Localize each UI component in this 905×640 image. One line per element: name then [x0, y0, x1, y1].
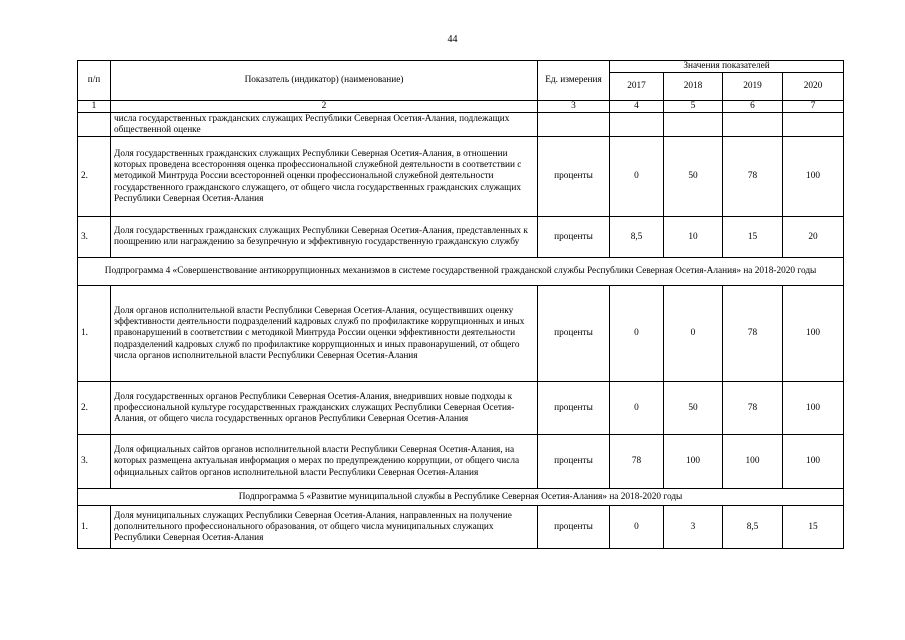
value-cell: [783, 113, 844, 137]
table-row: [78, 506, 844, 549]
table-row: [78, 217, 844, 258]
value-cell: 8,5: [723, 506, 783, 549]
header-year: 2017: [610, 73, 664, 101]
col-index: 7: [783, 101, 844, 113]
value-cell: [610, 113, 664, 137]
unit-cell: проценты: [538, 286, 610, 382]
value-cell: 78: [723, 137, 783, 217]
row-number: 1.: [78, 286, 111, 382]
value-cell: [723, 113, 783, 137]
row-number: 3.: [78, 217, 111, 258]
subprogram-4-row: [78, 258, 844, 286]
unit-cell: проценты: [538, 382, 610, 435]
value-cell: 15: [723, 217, 783, 258]
value-cell: 0: [664, 286, 723, 382]
value-cell: 8,5: [610, 217, 664, 258]
table-row: [78, 382, 844, 435]
row-number: 1.: [78, 506, 111, 549]
value-cell: 100: [664, 435, 723, 489]
value-cell: 0: [610, 137, 664, 217]
unit-cell: проценты: [538, 435, 610, 489]
value-cell: 78: [723, 286, 783, 382]
row-number: 2.: [78, 137, 111, 217]
indicator-text: Доля государственных органов Республики Северная Осетия-Алания, внедривших новые подходы к профессиональной культуре государственных гражданских служащих Республики Северная Осетия-Алания, от общего числа государственных органов Республики Северная Осетия-Алания: [111, 382, 538, 435]
indicator-text: Доля официальных сайтов органов исполнительной власти Республики Северная Осетия-Алания, на которых размещена актуальная информация о мерах по предупреждению коррупции, от общего числа официальных сайтов органов исполнительной власти Республики Северная Осетия-Алания: [111, 435, 538, 489]
col-index: 2: [111, 101, 538, 113]
value-cell: 3: [664, 506, 723, 549]
header-year: 2019: [723, 73, 783, 101]
value-cell: 15: [783, 506, 844, 549]
row-number: 2.: [78, 382, 111, 435]
unit-cell: проценты: [538, 217, 610, 258]
table-row: [78, 113, 844, 137]
unit-cell: проценты: [538, 137, 610, 217]
indicators-table: [77, 60, 844, 549]
col-index: 3: [538, 101, 610, 113]
value-cell: [664, 113, 723, 137]
header-values-group: Значения показателей: [610, 61, 844, 73]
value-cell: 50: [664, 137, 723, 217]
value-cell: 78: [723, 382, 783, 435]
header-col-unit: Ед. измерения: [538, 61, 610, 101]
unit-cell: проценты: [538, 506, 610, 549]
header-index-row: [78, 101, 844, 113]
header-year: 2020: [783, 73, 844, 101]
indicator-text: Доля органов исполнительной власти Республики Северная Осетия-Алания, осуществивших оценку эффективности деятельности подразделений кадровых служб по профилактике коррупционных и иных правонарушений в соответствии с методикой Минтруда России оценки эффективности деятельности подразделений кадровых служб по профилактике коррупционных и иных правонарушений, от общего числа органов исполнительной власти Республики Северная Осетия-Алания: [111, 286, 538, 382]
value-cell: 0: [610, 382, 664, 435]
value-cell: 78: [610, 435, 664, 489]
value-cell: 0: [610, 506, 664, 549]
subprogram-5-row: [78, 489, 844, 506]
indicator-text: Доля государственных гражданских служащих Республики Северная Осетия-Алания, представленных к поощрению или награждению за безупречную и эффективную государственную гражданскую службу: [111, 217, 538, 258]
page-number: 44: [447, 34, 458, 45]
value-cell: 100: [723, 435, 783, 489]
row-number: 3.: [78, 435, 111, 489]
value-cell: 10: [664, 217, 723, 258]
col-index: 4: [610, 101, 664, 113]
unit-cell: [538, 113, 610, 137]
header-row-1: [78, 61, 844, 73]
header-col-indicator: Показатель (индикатор) (наименование): [111, 61, 538, 101]
indicator-text: Доля муниципальных служащих Республики Северная Осетия-Алания, направленных на получение дополнительного профессионального образования, от общего числа муниципальных служащих Республики Северная Осетия-Алания: [111, 506, 538, 549]
indicator-text: числа государственных гражданских служащих Республики Северная Осетия-Алания, подлежащих общественной оценке: [111, 113, 538, 137]
table-row: [78, 435, 844, 489]
value-cell: 100: [783, 137, 844, 217]
header-col-num: п/п: [78, 61, 111, 101]
col-index: 1: [78, 101, 111, 113]
col-index: 5: [664, 101, 723, 113]
value-cell: 100: [783, 382, 844, 435]
header-year: 2018: [664, 73, 723, 101]
value-cell: 20: [783, 217, 844, 258]
subprogram-5-title: Подпрограмма 5 «Развитие муниципальной службы в Республике Северная Осетия-Алания» на 2018-2020 годы: [78, 489, 844, 506]
indicator-text: Доля государственных гражданских служащих Республики Северная Осетия-Алания, в отношении которых проведена всесторонняя оценка профессиональной служебной деятельности в соответствии с методикой Минтруда России всесторонней оценки профессиональной служебной деятельности государственного гражданского служащего, от общего числа государственных гражданских служащих Республики Северная Осетия-Алания: [111, 137, 538, 217]
subprogram-4-title: Подпрограмма 4 «Совершенствование антикоррупционных механизмов в системе государственной гражданской службы Республики Северная Осетия-Алания» на 2018-2020 годы: [78, 258, 844, 286]
value-cell: 100: [783, 435, 844, 489]
col-index: 6: [723, 101, 783, 113]
table-row: [78, 286, 844, 382]
table-row: [78, 137, 844, 217]
value-cell: 0: [610, 286, 664, 382]
value-cell: 100: [783, 286, 844, 382]
value-cell: 50: [664, 382, 723, 435]
row-number: [78, 113, 111, 137]
